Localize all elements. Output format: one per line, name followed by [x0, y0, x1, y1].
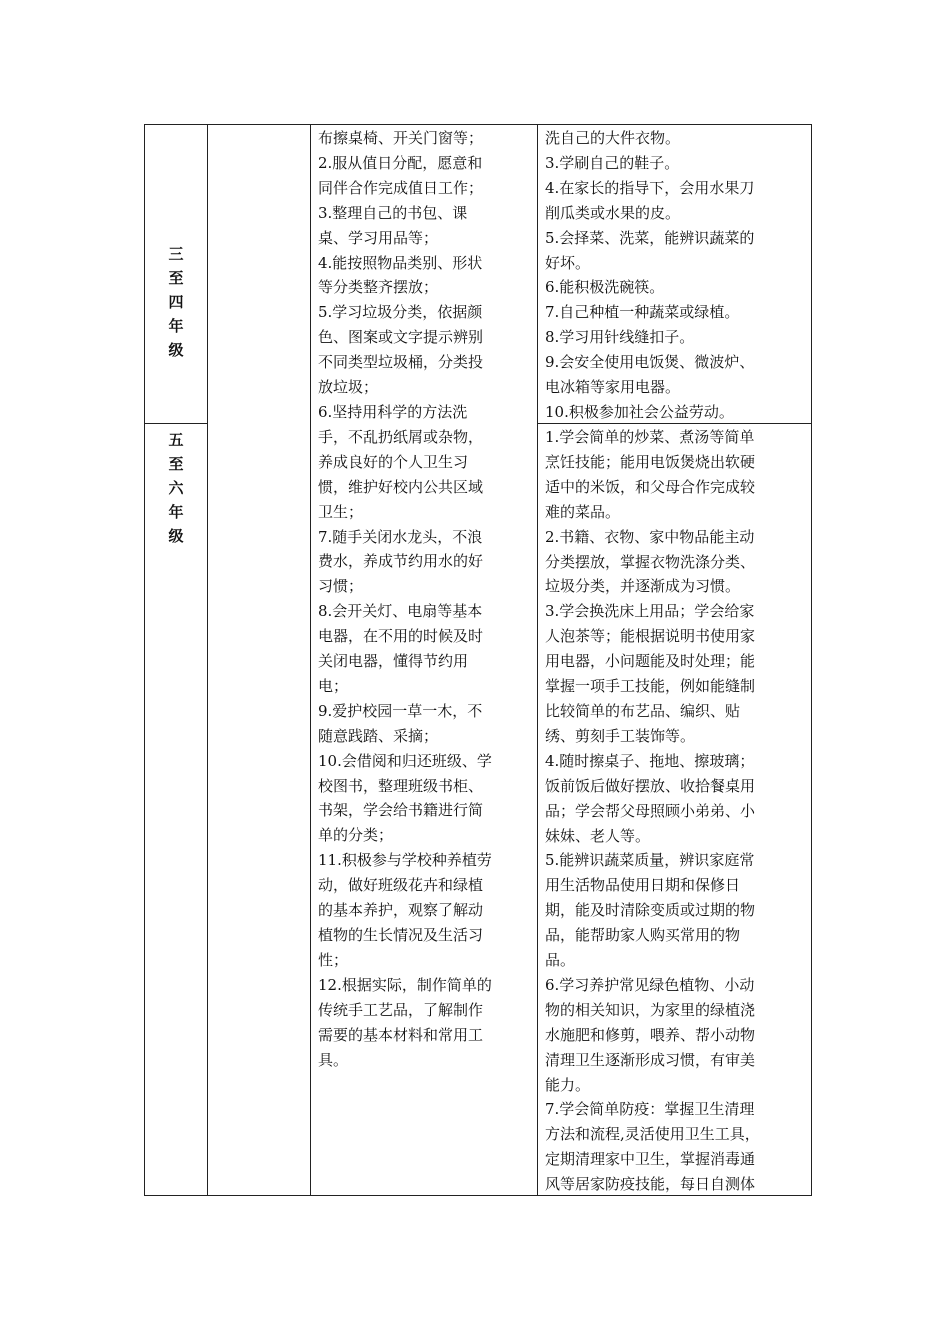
text-line: 4.在家长的指导下，会用水果刀	[545, 178, 755, 197]
text-line: 8.会开关灯、电扇等基本	[318, 602, 483, 621]
text-line: 风等居家防疫技能，每日自测体	[545, 1175, 756, 1194]
text-line: 9.爱护校园一草一木，不	[318, 701, 483, 720]
text-line: 4.随时擦桌子、拖地、擦玻璃；	[545, 751, 755, 770]
text-line: 同伴合作完成值日工作；	[318, 178, 484, 197]
text-line: 好坏。	[545, 253, 591, 272]
text-line: 削瓜类或水果的皮。	[545, 203, 681, 222]
text-line: 期，能及时清除变质或过期的物	[545, 901, 756, 920]
text-line: 等分类整齐摆放；	[318, 278, 439, 297]
text-line: 10.会借阅和归还班级、学	[318, 751, 492, 770]
grade-label-5-6: 五 至 六 年 级	[168, 431, 184, 545]
table-border-top	[144, 124, 812, 125]
text-line: 比较简单的布艺品、编织、贴	[545, 701, 741, 720]
text-line: 用生活物品使用日期和保修日	[545, 876, 741, 895]
text-line: 7.随手关闭水龙头，不浪	[318, 527, 483, 546]
text-line: 适中的米饭，和父母合作完成较	[545, 477, 756, 496]
text-line: 5.会择菜、洗菜，能辨识蔬菜的	[545, 228, 755, 247]
text-line: 水施肥和修剪，喂养、帮小动物	[545, 1025, 756, 1044]
text-line: 费水，养成节约用水的好	[318, 552, 484, 571]
text-line: 6.坚持用科学的方法洗	[318, 402, 468, 421]
text-line: 分类摆放，掌握衣物洗涤分类、	[545, 552, 756, 571]
text-line: 9.会安全使用电饭煲、微波炉、	[545, 353, 755, 372]
table-border-left	[144, 124, 145, 1196]
text-line: 妹妹、老人等。	[545, 826, 651, 845]
text-line: 用电器，小问题能及时处理；能	[545, 652, 756, 671]
text-line: 性；	[318, 950, 349, 969]
text-line: 饭前饭后做好摆放、收拾餐桌用	[545, 776, 756, 795]
text-line: 卫生；	[318, 502, 364, 521]
text-line: 养成良好的个人卫生习	[318, 452, 469, 471]
text-line: 4.能按照物品类别、形状	[318, 253, 483, 272]
text-line: 10.积极参加社会公益劳动。	[545, 402, 734, 421]
text-line: 难的菜品。	[545, 502, 621, 521]
text-line: 7.学会简单防疫：掌握卫生清理	[545, 1100, 755, 1119]
text-line: 手，不乱扔纸屑或杂物，	[318, 427, 484, 446]
text-line: 桌、学习用品等；	[318, 228, 439, 247]
text-line: 7.自己种植一种蔬菜或绿植。	[545, 303, 740, 322]
grade-row-divider-a	[144, 423, 208, 424]
text-line: 校图书，整理班级书柜、	[318, 776, 484, 795]
text-line: 定期清理家中卫生，掌握消毒通	[545, 1150, 756, 1169]
text-line: 2.书籍、衣物、家中物品能主动	[545, 527, 755, 546]
text-line: 人泡茶等；能根据说明书使用家	[545, 627, 756, 646]
text-line: 不同类型垃圾桶，分类投	[318, 353, 484, 372]
text-line: 方法和流程,灵活使用卫生工具，	[545, 1125, 760, 1144]
text-line: 具。	[318, 1050, 349, 1069]
table-divider-1	[207, 124, 208, 1196]
home-labor-text-3-4	[545, 126, 754, 425]
text-line: 习惯；	[318, 577, 364, 596]
text-line: 物的相关知识，为家里的绿植浇	[545, 1000, 756, 1019]
text-line: 5.学习垃圾分类，依据颜	[318, 303, 483, 322]
text-line: 的基本养护，观察了解动	[318, 901, 484, 920]
text-line: 需要的基本材料和常用工	[318, 1025, 484, 1044]
text-line: 11.积极参与学校种养植劳	[318, 851, 492, 870]
text-line: 植物的生长情况及生活习	[318, 926, 484, 944]
text-line: 清理卫生逐渐形成习惯，有审美	[545, 1050, 756, 1069]
text-line: 6.学习养护常见绿色植物、小动	[545, 975, 755, 994]
text-line: 品。	[545, 951, 576, 970]
text-line: 3.学会换洗床上用品；学会给家	[545, 602, 755, 621]
text-line: 布擦桌椅、开关门窗等；	[318, 129, 484, 147]
text-line: 绣、剪刻手工装饰等。	[545, 726, 696, 745]
text-line: 12.根据实际，制作简单的	[318, 975, 492, 994]
text-line: 1.学会简单的炒菜、煮汤等简单	[545, 428, 755, 446]
text-line: 洗自己的大件衣物。	[545, 129, 681, 147]
text-line: 关闭电器，懂得节约用	[318, 652, 469, 671]
text-line: 2.服从值日分配，愿意和	[318, 153, 483, 172]
text-line: 垃圾分类，并逐渐成为习惯。	[545, 577, 741, 596]
home-labor-text-5-6	[545, 425, 760, 1197]
text-line: 能力。	[545, 1075, 591, 1094]
text-line: 掌握一项手工技能，例如能缝制	[545, 677, 756, 696]
text-line: 电冰箱等家用电器。	[545, 378, 681, 397]
grade-label-3-4: 三 至 四 年 级	[168, 245, 184, 359]
text-line: 5.能辨识蔬菜质量，辨识家庭常	[545, 851, 755, 870]
text-line: 6.能积极洗碗筷。	[545, 278, 665, 297]
table-divider-2	[310, 124, 311, 1196]
text-line: 随意践踏、采摘；	[318, 726, 439, 745]
text-line: 品，能帮助家人购买常用的物	[545, 926, 741, 945]
text-line: 8.学习用针线缝扣子。	[545, 328, 695, 347]
text-line: 电器，在不用的时候及时	[318, 627, 484, 646]
text-line: 传统手工艺品，了解制作	[318, 1000, 484, 1019]
text-line: 3.整理自己的书包、课	[318, 203, 468, 222]
text-line: 书架，学会给书籍进行简	[318, 801, 484, 820]
text-line: 色、图案或文字提示辨别	[318, 328, 484, 347]
text-line: 动，做好班级花卉和绿植	[318, 876, 484, 895]
text-line: 电；	[318, 676, 349, 695]
text-line: 单的分类；	[318, 826, 394, 845]
school-labor-text	[318, 126, 492, 1072]
text-line: 放垃圾；	[318, 378, 379, 397]
text-line: 3.学刷自己的鞋子。	[545, 153, 680, 172]
table-border-right	[811, 124, 812, 1196]
text-line: 品；学会帮父母照顾小弟弟、小	[545, 801, 756, 820]
text-line: 惯，维护好校内公共区域	[318, 477, 484, 496]
table-divider-3	[537, 124, 538, 1196]
text-line: 烹饪技能；能用电饭煲烧出软硬	[545, 452, 756, 471]
